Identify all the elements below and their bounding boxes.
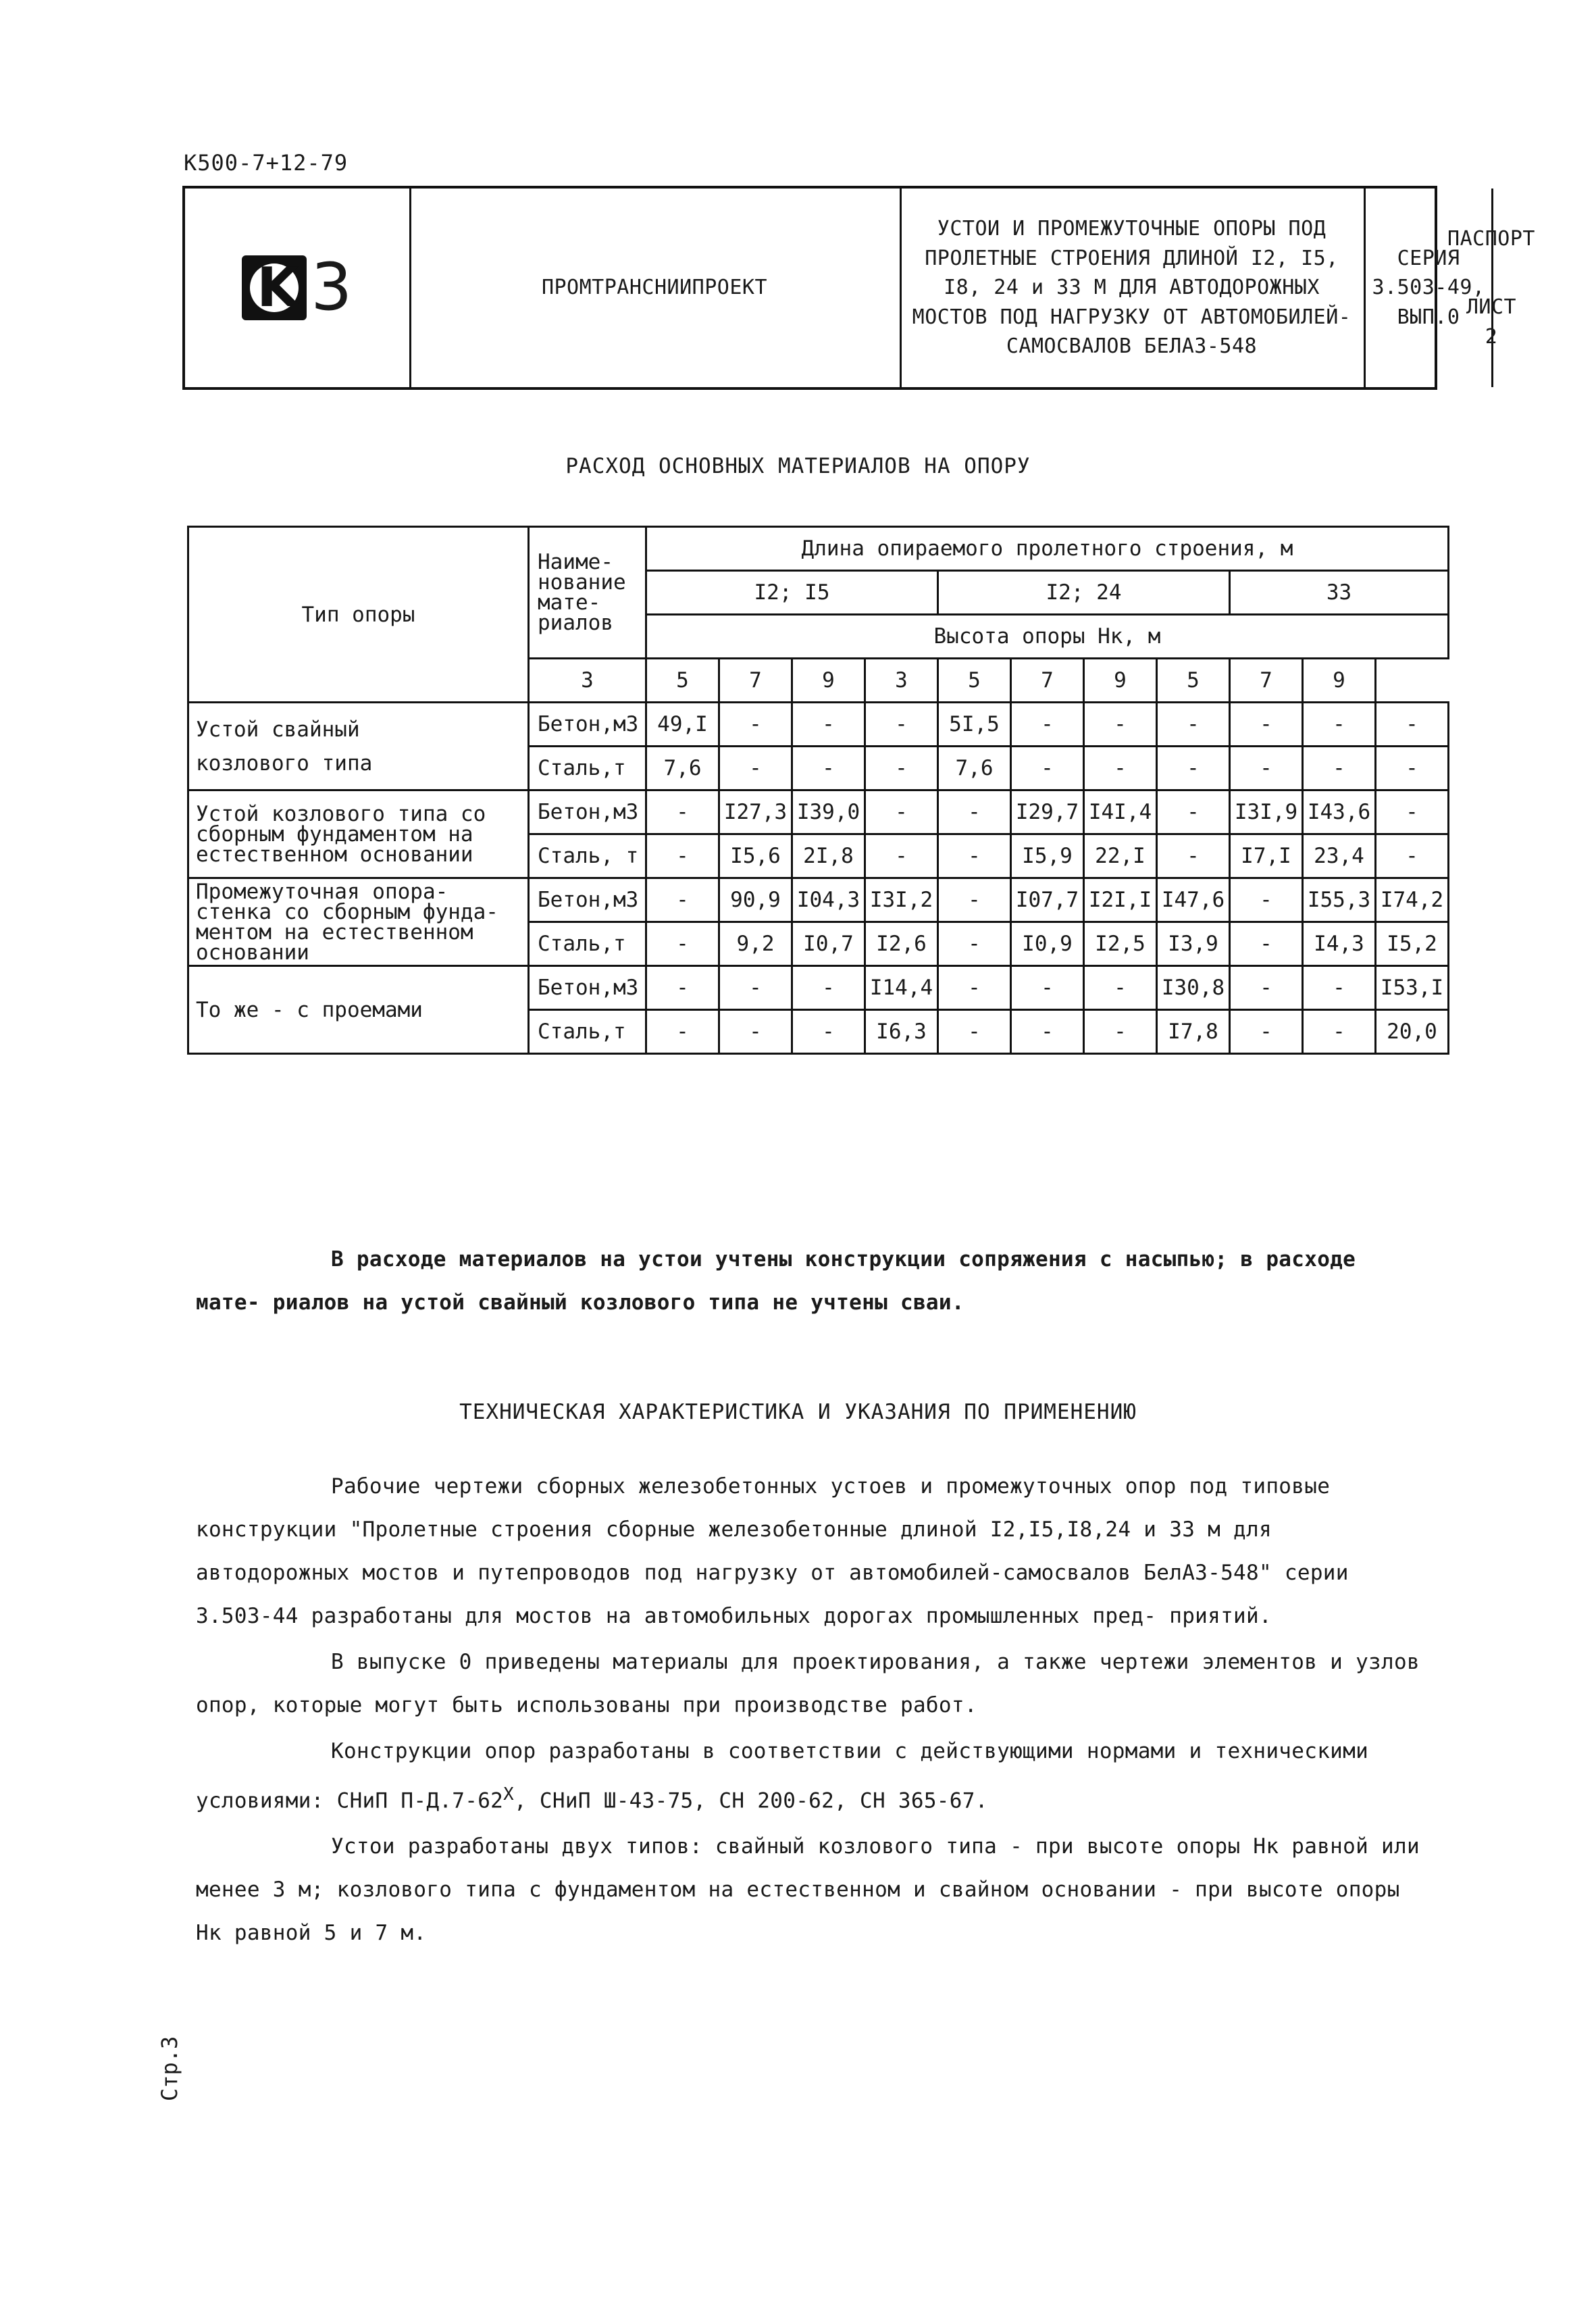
value-cell: I43,6 bbox=[1303, 790, 1376, 834]
passport-label: ПАСПОРТ bbox=[1447, 226, 1535, 251]
value-cell: - bbox=[1157, 703, 1230, 747]
height-cell: 5 bbox=[938, 659, 1011, 703]
value-cell: I04,3 bbox=[792, 878, 865, 922]
value-cell: - bbox=[1303, 703, 1376, 747]
subject-line: САМОСВАЛОВ БЕЛАЗ-548 bbox=[1006, 334, 1258, 359]
value-cell: - bbox=[1230, 1010, 1303, 1054]
height-cell: 5 bbox=[646, 659, 719, 703]
value-cell: - bbox=[865, 790, 938, 834]
page-number: Стр.3 bbox=[157, 2036, 182, 2101]
support-type: Устой козлового типа со сборным фундаментом на естественном основании bbox=[188, 790, 529, 878]
paragraph bbox=[196, 1730, 1425, 1822]
material-name: Сталь, т bbox=[529, 834, 646, 878]
value-cell: I0,7 bbox=[792, 922, 865, 966]
height-cell: 3 bbox=[865, 659, 938, 703]
value-cell: I53,I bbox=[1376, 966, 1449, 1010]
section-title: ТЕХНИЧЕСКАЯ ХАРАКТЕРИСТИКА И УКАЗАНИЯ ПО ПРИМЕНЕНИЮ bbox=[459, 1400, 1137, 1424]
support-type: Устой свайный козлового типа bbox=[188, 703, 529, 790]
header-length: Длина опираемого пролетного строения, м bbox=[646, 527, 1449, 571]
value-cell: - bbox=[646, 922, 719, 966]
value-cell: I14,4 bbox=[865, 966, 938, 1010]
value-cell: - bbox=[1011, 747, 1084, 790]
value-cell: - bbox=[1011, 703, 1084, 747]
value-cell: 7,6 bbox=[646, 747, 719, 790]
sheet-label: ЛИСТ 2 bbox=[1466, 295, 1517, 349]
value-cell: 20,0 bbox=[1376, 1010, 1449, 1054]
header-type: Тип опоры bbox=[188, 527, 529, 703]
title-block bbox=[182, 186, 1535, 390]
support-type: Промежуточная опора- стенка со сборным фунда- ментом на естественном основании bbox=[188, 878, 529, 966]
value-cell: I4,3 bbox=[1303, 922, 1376, 966]
value-cell: I0,9 bbox=[1011, 922, 1084, 966]
series-cell bbox=[1366, 188, 1493, 387]
length-group: 33 bbox=[1230, 571, 1449, 615]
value-cell: - bbox=[646, 790, 719, 834]
value-cell: - bbox=[1303, 747, 1376, 790]
paragraph: Устои разработаны двух типов: свайный козлового типа - при высоте опоры Нк равной или менее 3 м; козлового типа с фундаментом на естественном и свайном основании - при высоте опоры Нк равной 5 и 7 м. bbox=[196, 1834, 1420, 1946]
logo-number: 3 bbox=[311, 249, 353, 326]
height-cell: 7 bbox=[1011, 659, 1084, 703]
height-cell: 9 bbox=[1084, 659, 1157, 703]
value-cell: - bbox=[792, 1010, 865, 1054]
value-cell: - bbox=[719, 1010, 792, 1054]
value-cell: 2I,8 bbox=[792, 834, 865, 878]
value-cell: - bbox=[1157, 790, 1230, 834]
subject-cell bbox=[900, 188, 1366, 387]
value-cell: - bbox=[646, 966, 719, 1010]
subject-line: I8, 24 и 33 М ДЛЯ АВТОДОРОЖНЫХ bbox=[944, 276, 1320, 300]
value-cell: I2,6 bbox=[865, 922, 938, 966]
value-cell: - bbox=[1376, 703, 1449, 747]
value-cell: I3,9 bbox=[1157, 922, 1230, 966]
material-name: Сталь,т bbox=[529, 747, 646, 790]
value-cell: I39,0 bbox=[792, 790, 865, 834]
technical-text bbox=[196, 1465, 1425, 1957]
value-cell: - bbox=[938, 1010, 1011, 1054]
organization-name: ПРОМТРАНСНИИПРОЕКТ bbox=[541, 276, 768, 300]
value-cell: - bbox=[1376, 790, 1449, 834]
value-cell: I5,9 bbox=[1011, 834, 1084, 878]
value-cell: 90,9 bbox=[719, 878, 792, 922]
value-cell: - bbox=[1084, 747, 1157, 790]
value-cell: I2,5 bbox=[1084, 922, 1157, 966]
value-cell: - bbox=[938, 878, 1011, 922]
value-cell: I3I,2 bbox=[865, 878, 938, 922]
value-cell: - bbox=[719, 747, 792, 790]
value-cell: 22,I bbox=[1084, 834, 1157, 878]
subject-line: ПРОЛЕТНЫЕ СТРОЕНИЯ ДЛИНОЙ I2, I5, bbox=[925, 246, 1339, 270]
value-cell: - bbox=[646, 878, 719, 922]
value-cell: - bbox=[719, 966, 792, 1010]
value-cell: - bbox=[938, 966, 1011, 1010]
height-cell: 9 bbox=[1303, 659, 1376, 703]
value-cell: I7,I bbox=[1230, 834, 1303, 878]
height-cell: 3 bbox=[529, 659, 646, 703]
height-cell: 7 bbox=[719, 659, 792, 703]
length-group: I2; I5 bbox=[646, 571, 938, 615]
material-name: Бетон,м3 bbox=[529, 703, 646, 747]
value-cell: - bbox=[938, 834, 1011, 878]
value-cell: I5,6 bbox=[719, 834, 792, 878]
value-cell: - bbox=[1084, 1010, 1157, 1054]
value-cell: - bbox=[938, 790, 1011, 834]
value-cell: - bbox=[1084, 703, 1157, 747]
value-cell: - bbox=[1230, 922, 1303, 966]
paragraph-text: Конструкции опор разработаны в соответствии с действующими нормами и техническими условиями: СНиП П-Д.7-62 bbox=[196, 1739, 1369, 1813]
header-material: Наиме- нование мате- риалов bbox=[529, 527, 646, 659]
value-cell: 49,I bbox=[646, 703, 719, 747]
logo-cell bbox=[185, 188, 411, 387]
subject-line: УСТОИ И ПРОМЕЖУТОЧНЫЕ ОПОРЫ ПОД bbox=[937, 217, 1327, 241]
value-cell: I5,2 bbox=[1376, 922, 1449, 966]
value-cell: - bbox=[1230, 703, 1303, 747]
value-cell: - bbox=[1011, 966, 1084, 1010]
series-label: СЕРИЯ bbox=[1397, 246, 1460, 270]
value-cell: - bbox=[1376, 834, 1449, 878]
value-cell: - bbox=[1230, 878, 1303, 922]
value-cell: 5I,5 bbox=[938, 703, 1011, 747]
value-cell: I55,3 bbox=[1303, 878, 1376, 922]
value-cell: I74,2 bbox=[1376, 878, 1449, 922]
value-cell: - bbox=[865, 834, 938, 878]
value-cell: - bbox=[938, 922, 1011, 966]
value-cell: - bbox=[792, 966, 865, 1010]
value-cell: I7,8 bbox=[1157, 1010, 1230, 1054]
logo-ck-icon: K bbox=[242, 255, 307, 320]
issue-label: ВЫП.0 bbox=[1397, 305, 1460, 329]
material-name: Бетон,м3 bbox=[529, 878, 646, 922]
value-cell: I2I,I bbox=[1084, 878, 1157, 922]
support-type: То же - с проемами bbox=[188, 966, 529, 1054]
value-cell: - bbox=[865, 703, 938, 747]
table-title: РАСХОД ОСНОВНЫХ МАТЕРИАЛОВ НА ОПОРУ bbox=[565, 454, 1031, 478]
material-name: Сталь,т bbox=[529, 922, 646, 966]
header-height: Высота опоры Нк, м bbox=[646, 615, 1449, 659]
organization-cell bbox=[409, 188, 902, 387]
value-cell: - bbox=[646, 1010, 719, 1054]
height-cell: 9 bbox=[792, 659, 865, 703]
material-name: Бетон,м3 bbox=[529, 966, 646, 1010]
value-cell: 9,2 bbox=[719, 922, 792, 966]
document-code: К500-7+12-79 bbox=[184, 150, 349, 176]
value-cell: I07,7 bbox=[1011, 878, 1084, 922]
paragraph: В выпуске 0 приведены материалы для проектирования, а также чертежи элементов и узлов опор, которые могут быть использованы при производстве работ. bbox=[196, 1650, 1420, 1717]
series-value: 3.503-49, bbox=[1372, 276, 1485, 300]
value-cell: - bbox=[1084, 966, 1157, 1010]
value-cell: I47,6 bbox=[1157, 878, 1230, 922]
value-cell: - bbox=[792, 747, 865, 790]
superscript-mark: Х bbox=[503, 1784, 514, 1805]
paragraph-text: , СНиП Ш-43-75, СН 200-62, СН 365-67. bbox=[514, 1788, 988, 1813]
value-cell: 7,6 bbox=[938, 747, 1011, 790]
value-cell: I6,3 bbox=[865, 1010, 938, 1054]
value-cell: - bbox=[1303, 1010, 1376, 1054]
height-cell: 7 bbox=[1230, 659, 1303, 703]
value-cell: - bbox=[865, 747, 938, 790]
paragraph: Рабочие чертежи сборных железобетонных устоев и промежуточных опор под типовые конструкции "Пролетные строения сборные железобетонные длиной I2,I5,I8,24 и 33 м для автодорожных мостов и путепроводов под нагрузку от автомобилей-самосвалов БелАЗ-548" серии 3.503-44 разработаны для мостов на автомобильных дорогах промышленных пред- приятий. bbox=[196, 1474, 1349, 1628]
value-cell: - bbox=[1230, 966, 1303, 1010]
length-group: I2; 24 bbox=[938, 571, 1230, 615]
value-cell: - bbox=[1011, 1010, 1084, 1054]
value-cell: I3I,9 bbox=[1230, 790, 1303, 834]
value-cell: I27,3 bbox=[719, 790, 792, 834]
material-name: Сталь,т bbox=[529, 1010, 646, 1054]
value-cell: - bbox=[719, 703, 792, 747]
value-cell: - bbox=[1230, 747, 1303, 790]
subject-line: МОСТОВ ПОД НАГРУЗКУ ОТ АВТОМОБИЛЕЙ- bbox=[912, 305, 1352, 329]
value-cell: - bbox=[1303, 966, 1376, 1010]
value-cell: - bbox=[1157, 834, 1230, 878]
value-cell: - bbox=[646, 834, 719, 878]
value-cell: I30,8 bbox=[1157, 966, 1230, 1010]
height-cell: 5 bbox=[1157, 659, 1230, 703]
value-cell: - bbox=[792, 703, 865, 747]
note-text: В расходе материалов на устои учтены конструкции сопряжения с насыпью; в расходе мате- риалов на устой свайный козлового типа не учтены сваи. bbox=[196, 1247, 1356, 1315]
value-cell: 23,4 bbox=[1303, 834, 1376, 878]
value-cell: - bbox=[1157, 747, 1230, 790]
value-cell: I29,7 bbox=[1011, 790, 1084, 834]
material-name: Бетон,м3 bbox=[529, 790, 646, 834]
materials-table bbox=[187, 526, 1449, 1055]
value-cell: - bbox=[1376, 747, 1449, 790]
subject-text bbox=[912, 214, 1352, 361]
value-cell: I4I,4 bbox=[1084, 790, 1157, 834]
